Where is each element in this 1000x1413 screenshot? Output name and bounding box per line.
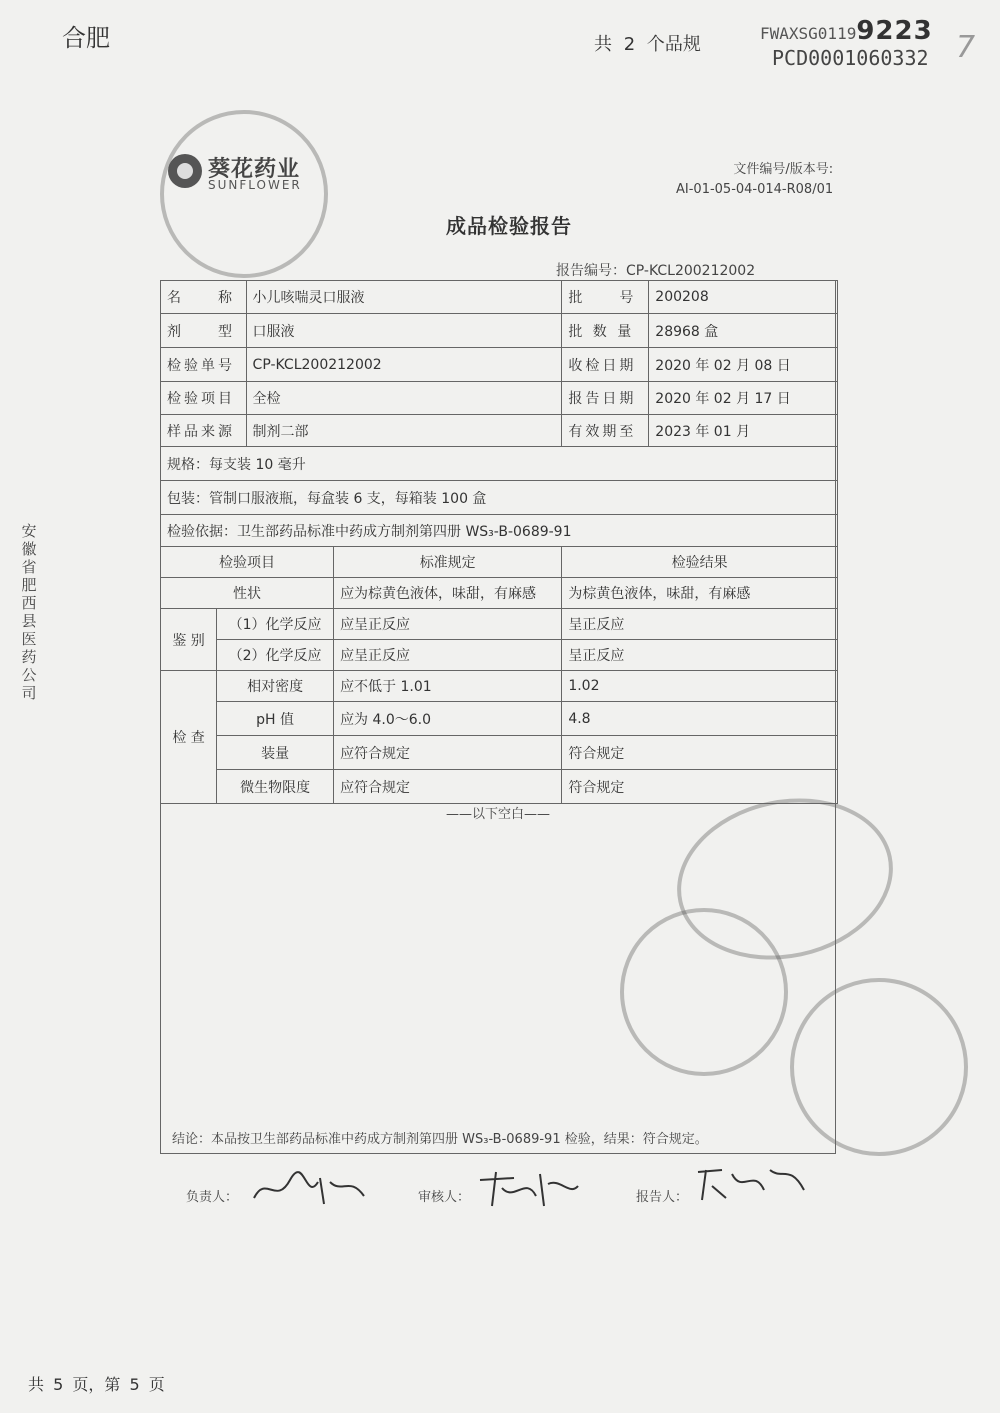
result-standard: 应符合规定 bbox=[334, 770, 562, 804]
inspection-table bbox=[160, 280, 838, 804]
result-value: 符合规定 bbox=[562, 770, 838, 804]
info-value: 28968 盒 bbox=[649, 314, 838, 348]
result-standard: 应呈正反应 bbox=[334, 609, 562, 640]
responsible-signature bbox=[246, 1168, 376, 1212]
result-standard: 应符合规定 bbox=[334, 736, 562, 770]
conclusion: 结论：本品按卫生部药品标准中药成方制剂第四册 WS₃-B-0689-91 检验，结果：符合规定。 bbox=[172, 1132, 708, 1147]
info-label: 检验单号 bbox=[161, 348, 247, 382]
group-label: 检 查 bbox=[161, 671, 217, 804]
result-row bbox=[161, 736, 838, 770]
serial-number: 9223 bbox=[856, 16, 933, 46]
logo-text-cn: 葵花药业 bbox=[208, 157, 301, 182]
result-standard: 应呈正反应 bbox=[334, 640, 562, 671]
sunflower-icon bbox=[168, 154, 202, 188]
info-value: 小儿咳喘灵口服液 bbox=[246, 281, 562, 314]
result-row bbox=[161, 609, 838, 640]
result-value: 4.8 bbox=[562, 702, 838, 736]
city-label: 合肥 bbox=[62, 24, 110, 52]
result-value: 1.02 bbox=[562, 671, 838, 702]
result-standard: 应不低于 1.01 bbox=[334, 671, 562, 702]
result-item: 相对密度 bbox=[217, 671, 334, 702]
info-value: CP-KCL200212002 bbox=[246, 348, 562, 382]
reporter-signature bbox=[692, 1160, 812, 1206]
document-number-block bbox=[676, 160, 833, 200]
col-header-item: 检验项目 bbox=[161, 547, 334, 578]
pcd-code: PCD0001060332 bbox=[772, 46, 929, 70]
info-row bbox=[161, 281, 838, 314]
result-standard: 应为 4.0～6.0 bbox=[334, 702, 562, 736]
company-logo bbox=[168, 150, 308, 196]
package-row: 包装：管制口服液瓶，每盒装 6 支，每箱装 100 盒 bbox=[161, 481, 838, 515]
info-label: 检验项目 bbox=[161, 382, 247, 415]
result-value: 呈正反应 bbox=[562, 609, 838, 640]
result-value: 呈正反应 bbox=[562, 640, 838, 671]
report-title: 成品检验报告 bbox=[446, 214, 572, 238]
info-label: 批 号 bbox=[562, 281, 649, 314]
result-item: pH 值 bbox=[217, 702, 334, 736]
info-value: 200208 bbox=[649, 281, 838, 314]
basis-row: 检验依据：卫生部药品标准中药成方制剂第四册 WS₃-B-0689-91 bbox=[161, 515, 838, 547]
group-label: 鉴 别 bbox=[161, 609, 217, 671]
info-row bbox=[161, 348, 838, 382]
result-row bbox=[161, 671, 838, 702]
report-number: 报告编号：CP-KCL200212002 bbox=[556, 263, 756, 279]
handwritten-mark: 7 bbox=[956, 30, 976, 65]
info-label: 剂 型 bbox=[161, 314, 247, 348]
result-item: 微生物限度 bbox=[217, 770, 334, 804]
side-vertical-text: 安徽省肥西县医药公司 bbox=[21, 522, 37, 702]
result-row bbox=[161, 770, 838, 804]
result-row bbox=[161, 578, 838, 609]
result-row bbox=[161, 640, 838, 671]
info-value: 2020 年 02 月 17 日 bbox=[649, 382, 838, 415]
result-row bbox=[161, 702, 838, 736]
reporter-label: 报告人： bbox=[636, 1190, 689, 1205]
info-label: 批 数 量 bbox=[562, 314, 649, 348]
reviewer-signature bbox=[474, 1166, 584, 1212]
serial-code bbox=[760, 16, 933, 46]
result-item: 性状 bbox=[161, 578, 334, 609]
info-value: 2020 年 02 月 08 日 bbox=[649, 348, 838, 382]
results-header-row bbox=[161, 547, 838, 578]
info-value: 制剂二部 bbox=[246, 415, 562, 447]
reviewer-label: 审核人： bbox=[418, 1190, 471, 1205]
info-row bbox=[161, 314, 838, 348]
result-value: 符合规定 bbox=[562, 736, 838, 770]
col-header-result: 检验结果 bbox=[562, 547, 838, 578]
result-standard: 应为棕黄色液体，味甜，有麻感 bbox=[334, 578, 562, 609]
spec-row: 规格：每支装 10 毫升 bbox=[161, 447, 838, 481]
result-item: 装量 bbox=[217, 736, 334, 770]
result-item: （1）化学反应 bbox=[217, 609, 334, 640]
info-row bbox=[161, 415, 838, 447]
result-value: 为棕黄色液体，味甜，有麻感 bbox=[562, 578, 838, 609]
result-item: （2）化学反应 bbox=[217, 640, 334, 671]
responsible-label: 负责人： bbox=[186, 1190, 239, 1205]
info-label: 有效期至 bbox=[562, 415, 649, 447]
info-value: 口服液 bbox=[246, 314, 562, 348]
page-footer: 共 5 页，第 5 页 bbox=[28, 1375, 165, 1394]
blank-below-note: ——以下空白—— bbox=[445, 807, 550, 822]
info-label: 样品来源 bbox=[161, 415, 247, 447]
doc-number: AI-01-05-04-014-R08/01 bbox=[676, 182, 834, 197]
info-label: 收检日期 bbox=[562, 348, 649, 382]
logo-text-en: SUNFLOWER bbox=[208, 178, 302, 192]
product-count: 共 2 个品规 bbox=[594, 34, 701, 55]
doc-number-label: 文件编号/版本号: bbox=[733, 162, 834, 177]
info-label: 名 称 bbox=[161, 281, 247, 314]
info-row bbox=[161, 382, 838, 415]
serial-prefix: FWAXSG0119 bbox=[760, 24, 857, 43]
info-value: 2023 年 01 月 bbox=[649, 415, 838, 447]
col-header-standard: 标准规定 bbox=[334, 547, 562, 578]
info-label: 报告日期 bbox=[562, 382, 649, 415]
info-value: 全检 bbox=[246, 382, 562, 415]
